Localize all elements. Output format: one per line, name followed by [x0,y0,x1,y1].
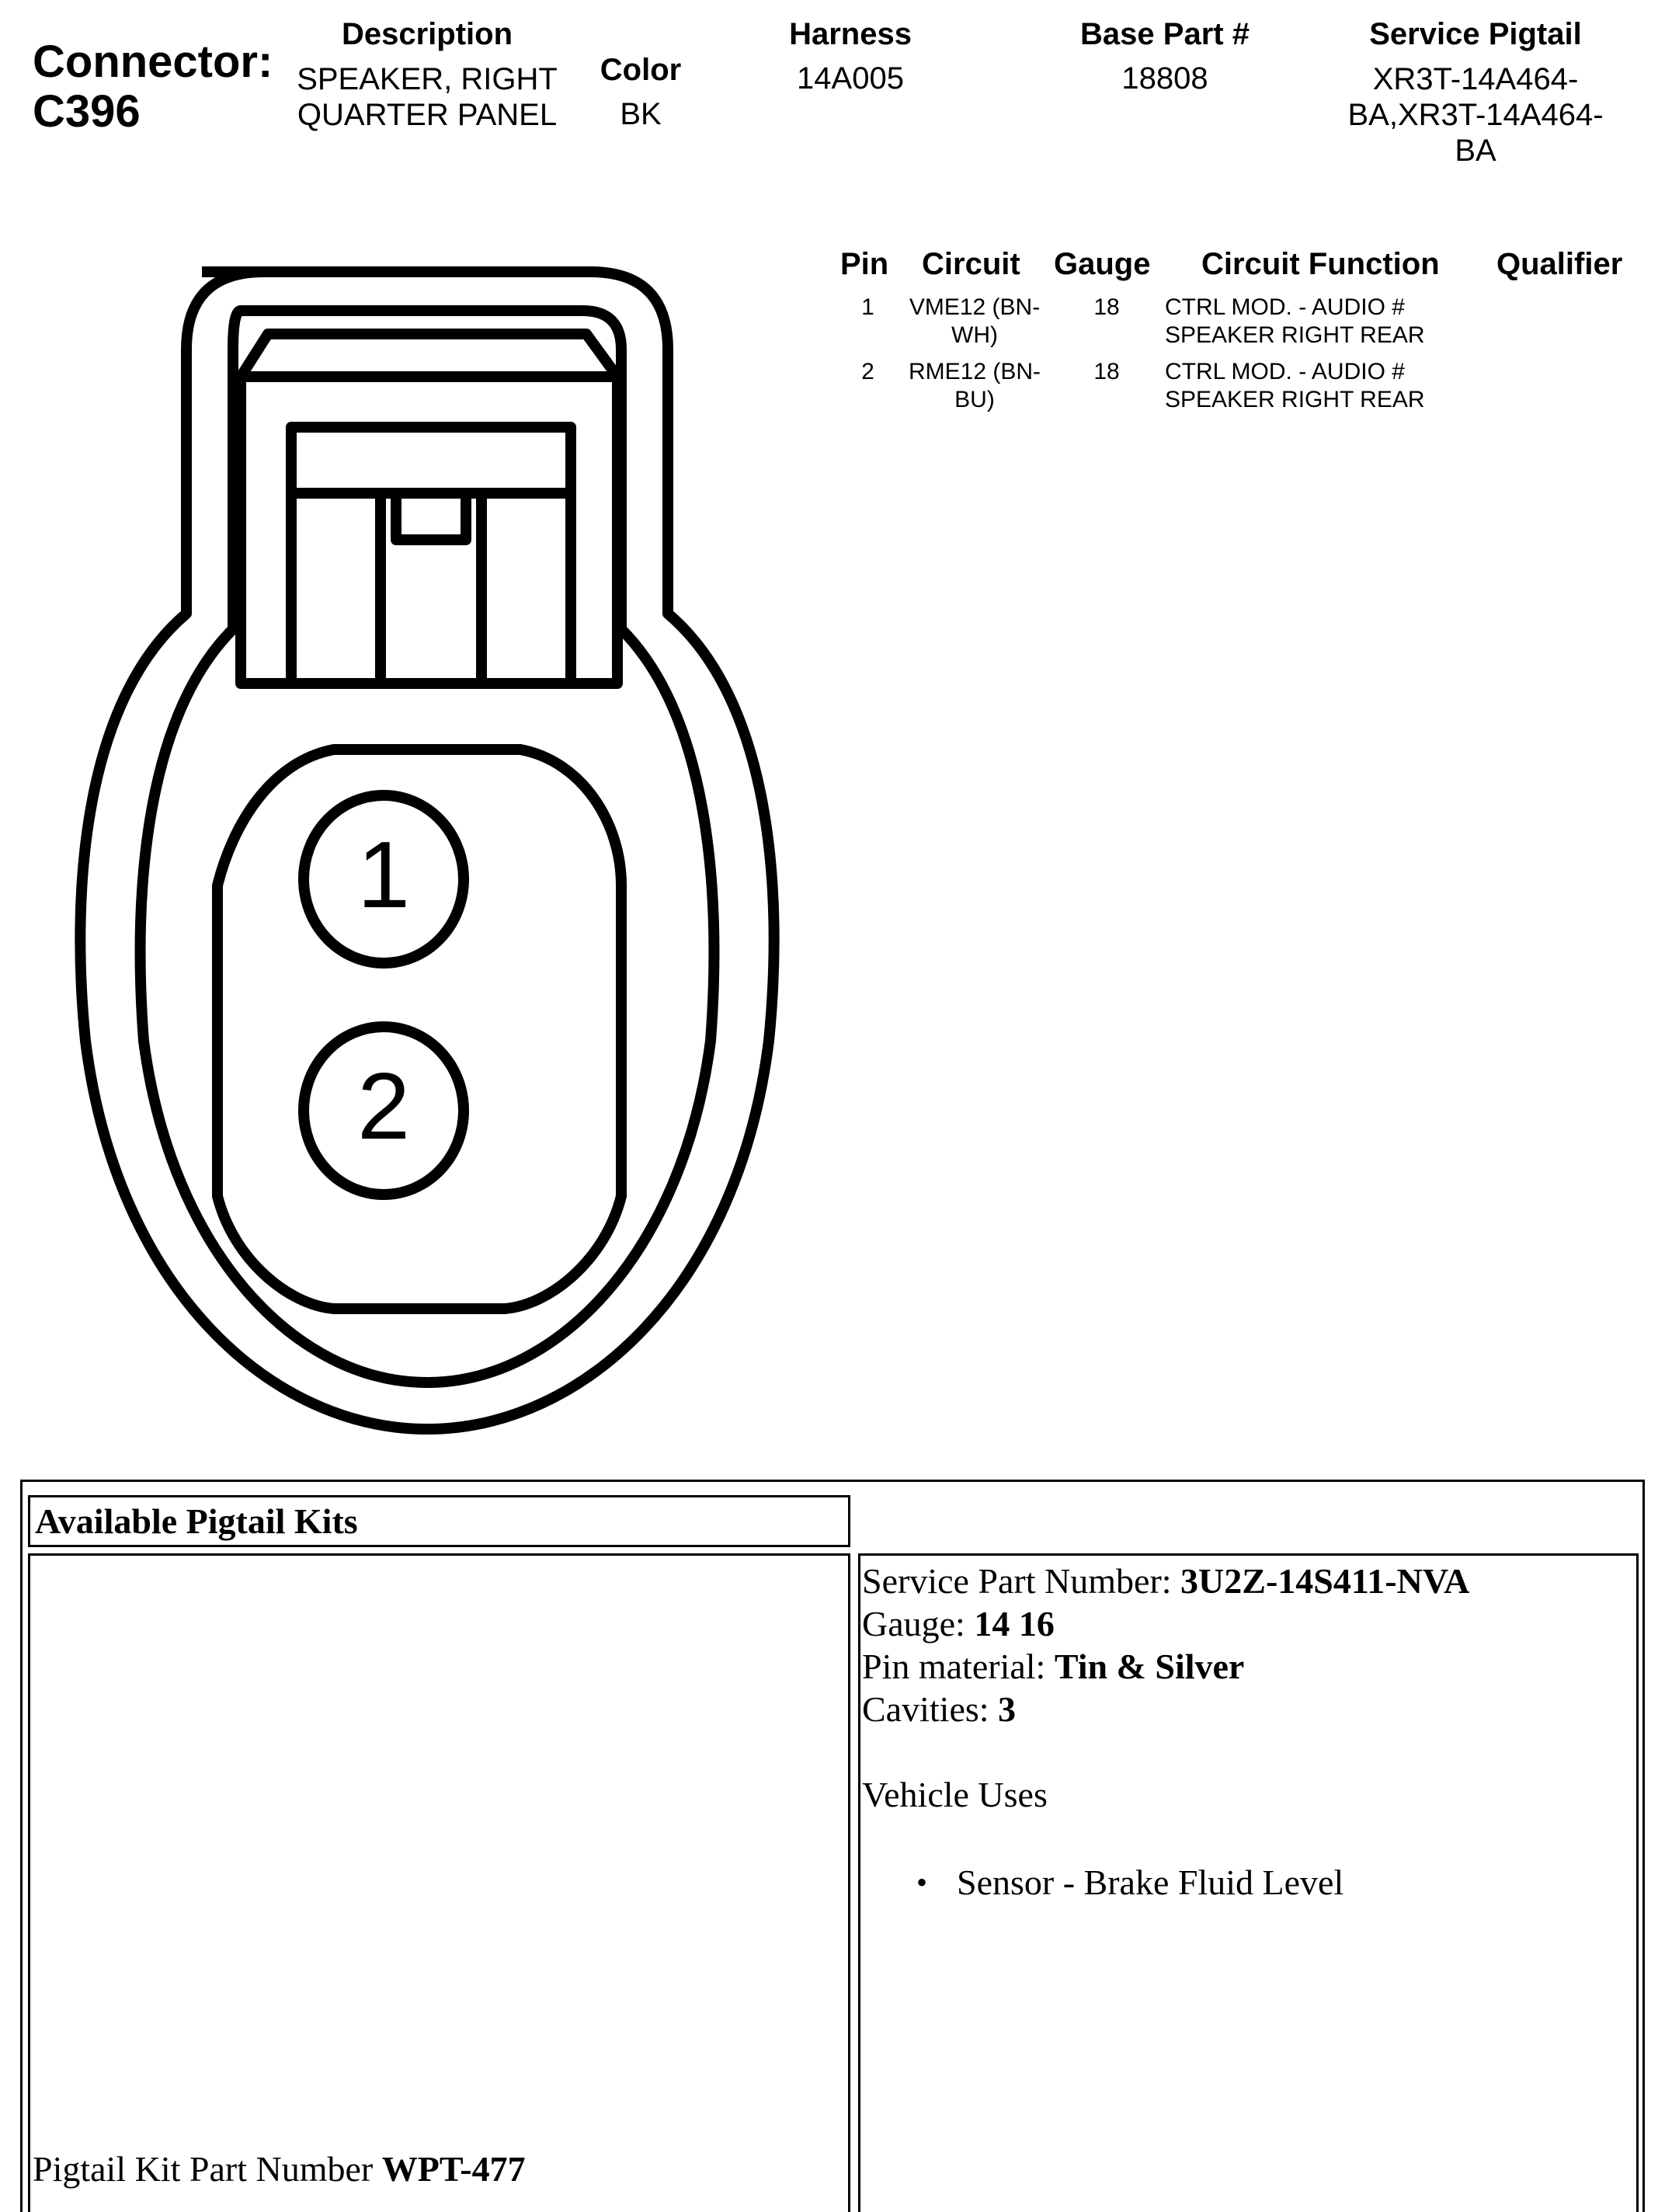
pin-1-label: 1 [357,822,410,927]
gauge-cell: 18 [1093,294,1120,320]
pin-table-header-function: Circuit Function [1201,247,1440,281]
pin-material-label: Pin material: [862,1647,1055,1686]
circuit-line1: VME12 (BN- [909,294,1041,320]
latch-housing [241,334,617,683]
latch-notch [381,493,481,683]
gauge-label: Gauge: [862,1604,975,1643]
connector-outer-shell-corner [186,272,590,614]
connector-label [33,37,273,137]
service-pigtail-header: Service Pigtail [1369,17,1582,51]
vehicle-uses-item [862,1861,1469,1904]
pigtail-kit-left-cell [28,1553,850,2212]
pin-material-row [862,1645,1469,1688]
pin-table-header-gauge: Gauge [1054,247,1151,281]
pigtail-kit-details [862,1560,1469,1904]
gauge-cell: 18 [1093,359,1120,384]
pin-material-value: Tin & Silver [1054,1647,1245,1686]
color-value: BK [620,97,662,131]
gauge-value: 14 16 [974,1604,1055,1643]
pigtail-kits-title-box [28,1495,850,1547]
connector-id: C396 [33,86,141,137]
function-cell [1165,294,1425,350]
circuit-line2: WH) [951,322,998,348]
description-header: Description [341,17,513,51]
vehicle-uses-heading: Vehicle Uses [862,1775,1048,1814]
function-cell [1165,358,1425,414]
circuit-line1: RME12 (BN- [908,359,1041,384]
harness-header: Harness [789,17,912,51]
pigtail-kit-part-row [33,2148,526,2190]
vehicle-use-label: Sensor - Brake Fluid Level [957,1862,1344,1902]
harness-value: 14A005 [797,61,904,96]
base-part-header: Base Part # [1080,17,1250,51]
service-part-label: Service Part Number: [862,1561,1181,1601]
cavities-value: 3 [998,1689,1017,1729]
circuit-line2: BU) [954,387,995,412]
pigtail-kit-part-label: Pigtail Kit Part Number [33,2149,382,2189]
function-line1: CTRL MOD. - AUDIO # [1165,359,1405,384]
base-part-column [1041,17,1289,96]
function-line2: SPEAKER RIGHT REAR [1165,322,1425,348]
service-pigtail-line3: BA [1455,134,1496,168]
service-pigtail-column [1305,17,1646,169]
bullet-icon: • [916,1865,928,1900]
service-part-value: 3U2Z-14S411-NVA [1180,1561,1470,1601]
description-line1: SPEAKER, RIGHT [297,62,558,96]
base-part-value: 18808 [1121,61,1208,96]
pigtail-kit-part-value: WPT-477 [381,2149,526,2189]
pin-table-header-pin: Pin [840,247,889,281]
pin-number: 2 [861,359,874,384]
pin-table-header-circuit: Circuit [922,247,1020,281]
connector-face-diagram [54,264,800,1445]
description-value [287,61,567,133]
latch-tab [291,427,571,683]
harness-column [746,17,955,96]
cavity-face [217,750,621,1309]
function-line2: SPEAKER RIGHT REAR [1165,387,1425,412]
service-pigtail-line1: XR3T-14A464- [1372,62,1579,96]
service-part-row [862,1560,1469,1602]
circuit-cell [893,358,1056,414]
service-pigtail-line2: BA,XR3T-14A464- [1347,98,1604,132]
description-line2: QUARTER PANEL [297,98,558,132]
color-column [579,53,703,132]
description-column [287,17,567,133]
service-pigtail-value [1305,61,1646,169]
connector-label-line1: Connector: [33,37,273,87]
circuit-cell [893,294,1056,350]
gauge-row [862,1602,1469,1645]
pin-table-header-qualifier: Qualifier [1496,247,1623,281]
color-header: Color [600,53,682,87]
pin-2-label: 2 [357,1053,410,1159]
pin-number: 1 [861,294,874,320]
cavities-label: Cavities: [862,1689,999,1729]
cavities-row [862,1688,1469,1730]
pigtail-kits-title: Available Pigtail Kits [35,1501,358,1541]
function-line1: CTRL MOD. - AUDIO # [1165,294,1405,320]
